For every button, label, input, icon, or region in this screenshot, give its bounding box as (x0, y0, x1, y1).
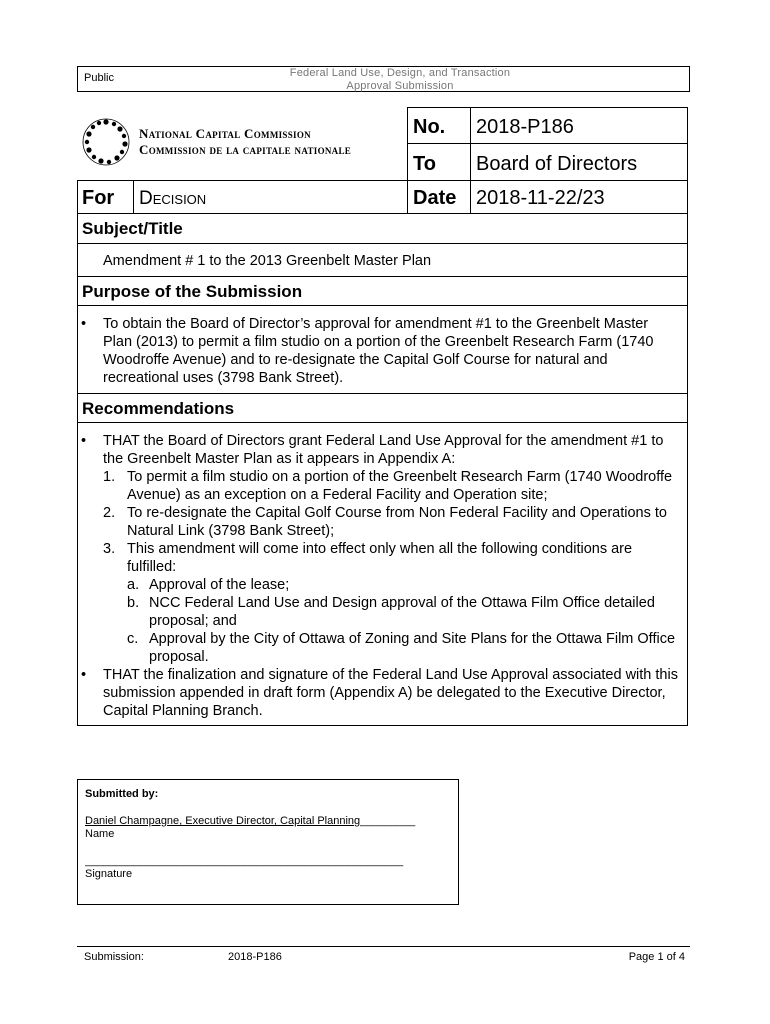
signature-line: ____________________________________________________ (85, 855, 404, 867)
footer-submission-number: 2018-P186 (228, 951, 282, 963)
lettered-item: c. Approval by the City of Ottawa of Zoning and Site Plans for the Ottawa Film Office proposal. (127, 631, 676, 665)
to-label: To (413, 153, 436, 175)
numbered-item: 2. To re-designate the Capital Golf Course from Non Federal Facility and Operations to Natural Link (3798 Bank Street); (103, 505, 667, 539)
date-value: 2018-11-22/23 (476, 187, 605, 209)
submitter-name: Daniel Champagne, Executive Director, Capital Planning_________ (85, 815, 416, 827)
purpose-list (77, 315, 681, 387)
numbered-item: 1. To permit a film studio on a portion of the Greenbelt Research Farm (1740 Woodroffe Avenue) as an exception on a Federal Facility and Operation site; (103, 469, 673, 503)
subject-text: Amendment # 1 to the 2013 Greenbelt Master Plan (103, 253, 432, 269)
footer-submission-label: Submission: (84, 951, 144, 963)
lettered-item: a. Approval of the lease; (127, 577, 290, 593)
document-type-title: Federal Land Use, Design, and Transaction Approval Submission (289, 67, 511, 92)
purpose-item: • To obtain the Board of Director’s approval for amendment #1 to the Greenbelt Master Plan (2013) to permit a film studio on a portion of the Greenbelt Research Farm (1740 Woodroffe Avenue) and to re-designate the Capital Golf Course for natural and recreational uses (3798 Bank Street). (77, 315, 681, 387)
date-label: Date (413, 187, 457, 209)
no-value: 2018-P186 (476, 116, 574, 138)
for-value: Decision (139, 188, 207, 209)
signature-label: Signature (85, 868, 133, 880)
recommendation-item: • THAT the finalization and signature of the Federal Land Use Approval associated with this submission appended in draft form (Appendix A) be delegated to the Executive Director, Capital Planning Branch. (77, 666, 685, 720)
no-label: No. (413, 116, 446, 138)
recommendations-heading: Recommendations (82, 399, 235, 418)
subject-heading: Subject/Title (82, 219, 183, 238)
submitted-by-heading: Submitted by: (85, 788, 159, 800)
lettered-item: b. NCC Federal Land Use and Design approval of the Ottawa Film Office detailed proposal; and (127, 595, 655, 629)
recommendation-item: • THAT the Board of Directors grant Federal Land Use Approval for the amendment #1 to the Greenbelt Master Plan as it appears in Appendix A: 1. To permit a film studio on a portion of the Greenbelt Research Farm (1740 Woodroffe Avenue) as an exception on a Federal Facility and Operation site; 2. To re-designate the Capital Golf Course from Non Federal Facility and Operations to Natural Link (3798 Bank Street); 3. This amendment will come into effect only when all the following conditions are fulfilled: a. Approval of the lease; b. NCC Federal Land Use and Design approval of the Ottawa Film Office detailed proposal; and c. Approval by the City of Ottawa of Zoning and Site Plans for the Ottawa Film Office proposal. (77, 432, 685, 666)
recommendations-list (77, 432, 685, 720)
ncc-logo-icon (80, 117, 132, 167)
organization-name: National Capital Commission Commission de la capitale nationale (139, 126, 352, 157)
numbered-item: 3. This amendment will come into effect only when all the following conditions are fulfilled: (103, 541, 633, 575)
footer-page-number: Page 1 of 4 (628, 951, 685, 963)
name-label: Name (85, 828, 115, 840)
for-label: For (82, 187, 115, 209)
to-value: Board of Directors (476, 153, 638, 175)
classification-label: Public (84, 72, 114, 84)
footer-rule (77, 946, 690, 947)
purpose-heading: Purpose of the Submission (82, 282, 303, 301)
